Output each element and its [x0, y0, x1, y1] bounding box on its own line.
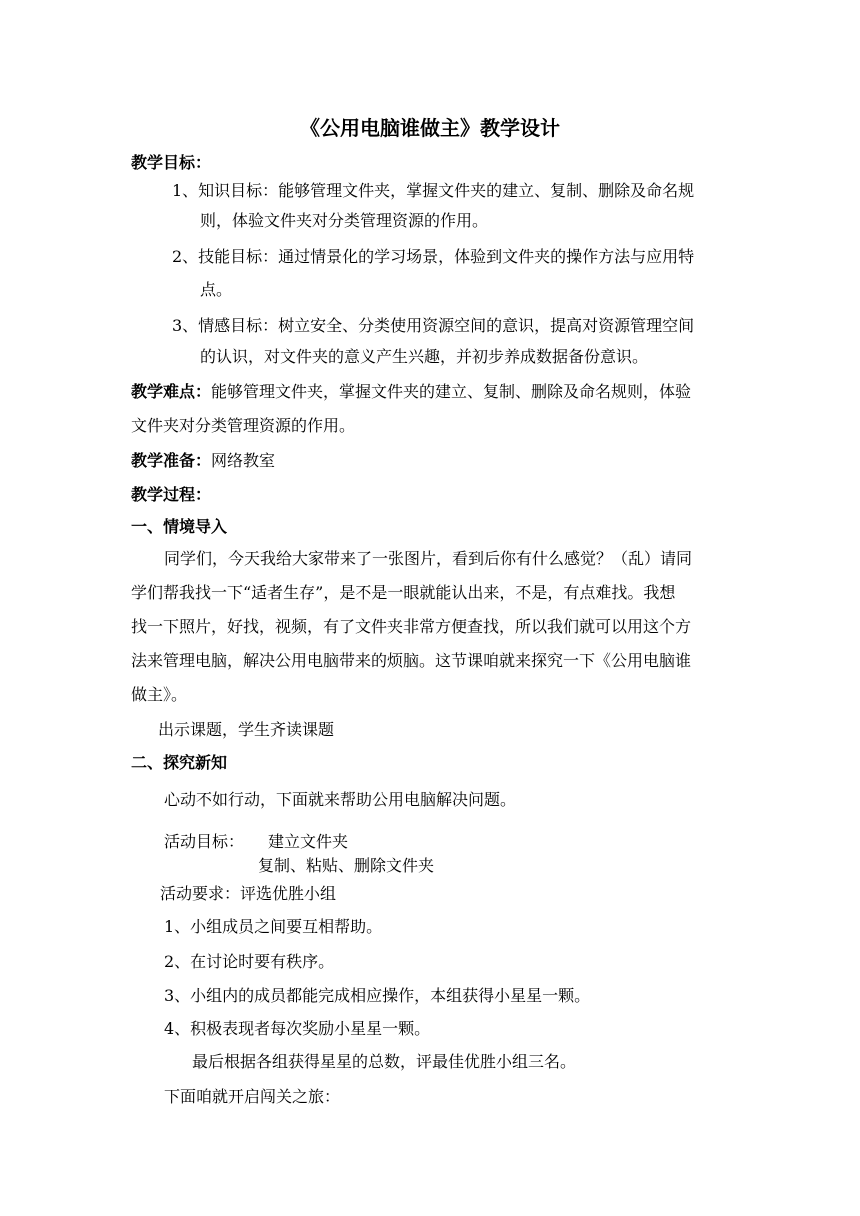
- process-heading: 教学过程：: [131, 485, 212, 504]
- objective-2-line1: 2、技能目标：通过情景化的学习场景，体验到文件夹的操作方法与应用特: [172, 247, 695, 266]
- closing-line: 下面咱就开启闯关之旅：: [164, 1087, 341, 1106]
- section1-line: 学们帮我找一下“适者生存”，是不是一眼就能认出来，不是，有点难找。我想: [131, 583, 676, 602]
- section2-intro: 心动不如行动，下面就来帮助公用电脑解决问题。: [164, 790, 517, 809]
- section1-line: 做主》。: [131, 685, 188, 704]
- difficulty-line1: [131, 381, 691, 403]
- difficulty-line2: 文件夹对分类管理资源的作用。: [131, 416, 356, 435]
- activity-goal-label: 活动目标：: [164, 832, 245, 851]
- objective-3-line2: 的认识，对文件夹的意义产生兴趣，并初步养成数据备份意识。: [200, 347, 649, 366]
- activity-goal-1: 建立文件夹: [268, 832, 349, 851]
- objective-2-line2: 点。: [200, 280, 233, 299]
- requirement-item: 4、积极表现者每次奖励小星星一颗。: [164, 1019, 431, 1038]
- section2-heading: 二、探究新知: [131, 753, 228, 772]
- difficulty-text1: 能够管理文件夹，掌握文件夹的建立、复制、删除及命名规则，体验: [211, 382, 692, 401]
- prep-text: 网络教室: [211, 451, 276, 470]
- prep-label: 教学准备：: [131, 451, 212, 470]
- prep-line: [131, 450, 275, 472]
- difficulty-label: 教学难点：: [131, 382, 212, 401]
- activity-requirement: 活动要求：评选优胜小组: [160, 884, 337, 903]
- objectives-heading: 教学目标：: [131, 153, 212, 172]
- requirement-item: 1、小组成员之间要互相帮助。: [164, 917, 383, 936]
- activity-goal-2: 复制、粘贴、删除文件夹: [258, 856, 435, 875]
- document-title: 《公用电脑谁做主》教学设计: [300, 116, 560, 140]
- section1-line: 法来管理电脑，解决公用电脑带来的烦脑。这节课咱就来探究一下《公用电脑谁: [131, 651, 692, 670]
- final-note: 最后根据各组获得星星的总数，评最佳优胜小组三名。: [192, 1052, 577, 1071]
- section1-after: 出示课题，学生齐读课题: [158, 720, 335, 739]
- objective-1-line1: 1、知识目标：能够管理文件夹，掌握文件夹的建立、复制、删除及命名规: [172, 181, 695, 200]
- section1-heading: 一、情境导入: [131, 517, 228, 536]
- requirement-item: 2、在讨论时要有秩序。: [164, 952, 335, 971]
- requirement-item: 3、小组内的成员都能完成相应操作，本组获得小星星一颗。: [164, 986, 591, 1005]
- objective-1-line2: 则，体验文件夹对分类管理资源的作用。: [200, 211, 489, 230]
- section1-line: 同学们，今天我给大家带来了一张图片，看到后你有什么感觉？（乱）请同: [164, 549, 693, 568]
- section1-line: 找一下照片，好找，视频，有了文件夹非常方便查找，所以我们就可以用这个方: [131, 617, 692, 636]
- objective-3-line1: 3、情感目标：树立安全、分类使用资源空间的意识，提高对资源管理空间: [172, 316, 695, 335]
